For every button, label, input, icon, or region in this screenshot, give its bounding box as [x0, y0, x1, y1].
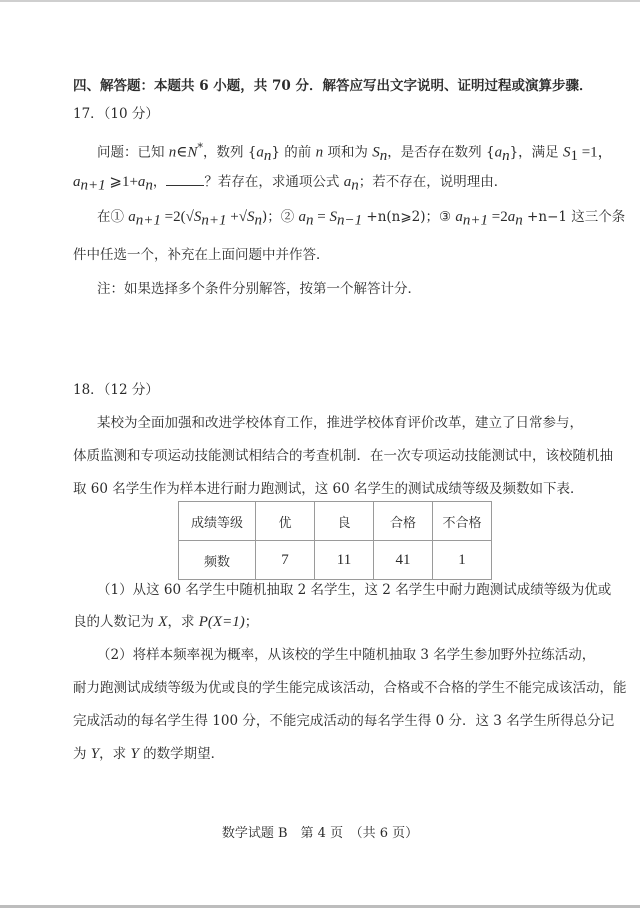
- q18-part2-line2: 耐力跑测试成绩等级为优或良的学生能完成该活动，合格或不合格的学生不能完成该活动，能: [73, 680, 627, 696]
- text: ，求: [99, 746, 131, 762]
- math-a: a: [455, 209, 463, 225]
- math-sub: n: [254, 212, 262, 229]
- math-sub: n: [351, 177, 359, 194]
- math-sub: n: [145, 177, 153, 194]
- q18-part2-line4: [73, 744, 224, 764]
- q18-part1-line1: （1）从这 60 名学生中随机抽取 2 名学生，这 2 名学生中耐力跑测试成绩等级为优或: [97, 582, 612, 598]
- answer-blank: [166, 173, 204, 186]
- math-S: S: [372, 144, 380, 161]
- table-cell: 良: [315, 502, 374, 541]
- text: 项和为: [323, 144, 373, 161]
- q17-conditions-line2: 件中任选一个，补充在上面问题中并作答．: [73, 247, 330, 263]
- text: +n−1 这三个条: [522, 209, 626, 225]
- math-sub: n: [515, 212, 523, 229]
- math-eq: =1，: [577, 144, 613, 161]
- math-a: a: [343, 174, 352, 190]
- q18-number: 18．（12 分）: [73, 382, 159, 398]
- table-cell: 7: [256, 541, 315, 580]
- math-expr: =: [313, 209, 330, 225]
- table-row: [179, 541, 492, 580]
- page-footer: 数学试题 B 第 4 页 （共 6 页）: [221, 826, 419, 841]
- section-heading: 四、解答题：本题共 6 小题，共 70 分．解答应写出文字说明、证明过程或演算步骤．: [73, 78, 593, 94]
- math-star: *: [197, 141, 204, 154]
- text: ；: [244, 614, 259, 630]
- math-sub: n−1: [336, 212, 363, 229]
- math-probability: P(X=1): [198, 614, 245, 630]
- page-top-border: [0, 0, 640, 2]
- text: 在①: [97, 209, 129, 225]
- math-S: S: [193, 209, 202, 225]
- math-S: S: [562, 144, 571, 161]
- math-S: S: [329, 209, 337, 225]
- table-cell: 1: [433, 541, 492, 580]
- math-sub: n: [306, 212, 314, 229]
- math-Y: Y: [90, 746, 100, 762]
- text: ，: [152, 174, 167, 190]
- math-X: X: [158, 614, 168, 630]
- text: ，是否存在数列 {: [387, 144, 495, 161]
- text: } 的前: [271, 144, 316, 161]
- math-S: S: [246, 209, 255, 225]
- text: ？若存在，求通项公式: [204, 174, 344, 190]
- text: +n(n⩾2)；③: [362, 209, 456, 225]
- math-a: a: [494, 144, 503, 161]
- math-sub: n+1: [80, 177, 106, 194]
- text: }，满足: [509, 144, 563, 161]
- math-a: a: [128, 209, 136, 225]
- table-cell: 不合格: [433, 502, 492, 541]
- text: 为: [73, 746, 91, 762]
- table-cell: 频数: [179, 541, 256, 580]
- table-cell: 成绩等级: [179, 502, 256, 541]
- q18-part1-line2: [73, 612, 258, 632]
- math-a: a: [256, 144, 264, 161]
- text: ；若不存在，说明理由．: [358, 174, 508, 190]
- text: 的数学期望．: [138, 746, 225, 762]
- text: ，求: [167, 614, 199, 630]
- math-sub: n+1: [462, 212, 489, 229]
- math-expr: +√: [226, 209, 247, 225]
- math-n: n: [315, 144, 324, 161]
- text: 良的人数记为: [73, 614, 159, 630]
- table-cell: 合格: [374, 502, 433, 541]
- math-sub: n: [379, 148, 388, 165]
- text: 问题：已知: [97, 144, 169, 161]
- math-n-in-N: n∈N: [168, 144, 198, 161]
- math-a: a: [73, 174, 81, 190]
- text: ，数列 {: [203, 144, 257, 161]
- q17-problem-line1: [97, 138, 613, 166]
- math-sub: n+1: [201, 212, 227, 229]
- q18-part2-line3: 完成活动的每名学生得 100 分，不能完成活动的每名学生得 0 分．这 3 名学生所得总分记: [73, 713, 615, 729]
- q18-intro-line2: 体质监测和专项运动技能测试相结合的考查机制．在一次专项运动技能测试中，该校随机抽: [73, 448, 613, 464]
- table-header-row: [179, 502, 492, 541]
- math-a: a: [137, 174, 146, 190]
- math-a: a: [507, 209, 516, 225]
- math-expr: ⩾1+: [105, 174, 138, 190]
- table-cell: 优: [256, 502, 315, 541]
- q17-conditions-line1: [97, 207, 625, 231]
- math-Y: Y: [130, 746, 139, 762]
- math-expr: =2: [488, 209, 508, 225]
- math-sub: n+1: [135, 212, 161, 229]
- table-cell: 41: [374, 541, 433, 580]
- frequency-table: [178, 501, 492, 580]
- q18-intro-line1: 某校为全面加强和改进学校体育工作，推进学校体育评价改革，建立了日常参与，: [97, 415, 583, 431]
- math-a: a: [298, 209, 306, 225]
- math-sub: n: [263, 148, 272, 165]
- q17-problem-line2: [73, 172, 507, 196]
- text: )；②: [261, 209, 299, 225]
- q18-part2-line1: （2）将样本频率视为概率，从该校的学生中随机抽取 3 名学生参加野外拉练活动，: [97, 647, 596, 663]
- table-cell: 11: [315, 541, 374, 580]
- math-sub: 1: [570, 148, 578, 165]
- q17-note: 注：如果选择多个条件分别解答，按第一个解答计分．: [97, 281, 421, 297]
- q17-number: 17．（10 分）: [73, 106, 159, 122]
- math-expr: =2(√: [160, 209, 194, 225]
- q18-intro-line3: 取 60 名学生作为样本进行耐力跑测试，这 60 名学生的测试成绩等级及频数如下表．: [73, 481, 584, 497]
- math-sub: n: [502, 148, 510, 165]
